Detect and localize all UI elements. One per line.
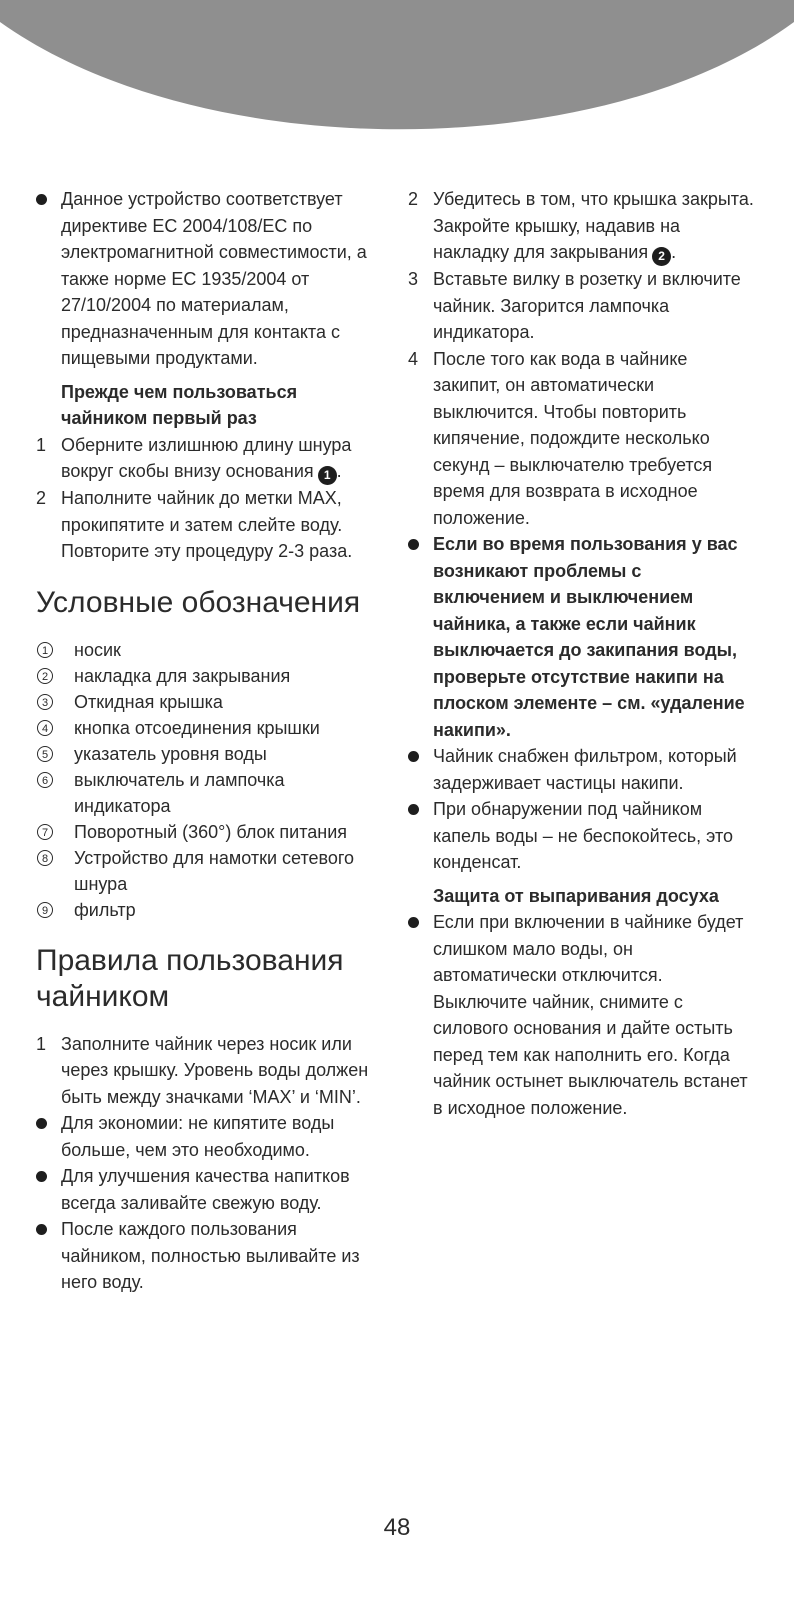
dry-boil-bullet: Если при включении в чайнике будет слишком мало воды, он автоматически отключится. Выключите чайник, снимите с силового основания и дайте остыть перед тем как наполнить его. Когда чайник остынет выключатель встанет в исходное положение. xyxy=(408,909,758,1121)
bullet-icon xyxy=(408,804,419,815)
header-wave-graphic xyxy=(0,0,794,135)
page-number: 48 xyxy=(383,1514,411,1541)
circled-number-icon: 4 xyxy=(37,720,53,736)
usage-step-1: 1 Заполните чайник через носик или через крышку. Уровень воды должен быть между значками ‘MAX’ и ‘MIN’. xyxy=(36,1031,381,1111)
circled-number-icon: 8 xyxy=(37,850,53,866)
step-number: 3 xyxy=(408,269,419,289)
circled-number-icon: 7 xyxy=(37,824,53,840)
callout-badge-icon: 2 xyxy=(652,247,671,266)
symbol-item: 9 фильтр xyxy=(36,897,381,923)
condensation-bullet: При обнаружении под чайником капель воды – не беспокойтесь, это конденсат. xyxy=(408,796,758,876)
usage-bullet: После каждого пользования чайником, полностью выливайте из него воду. xyxy=(36,1216,381,1296)
filter-bullet: Чайник снабжен фильтром, который задерживает частицы накипи. xyxy=(408,743,758,796)
conformity-bullet: Данное устройство соответствует директиве ЕС 2004/108/ЕС по электромагнитной совместимости, а также норме ЕС 1935/2004 от 27/10/2004 по материалам, предназначенным для контакта с пищевыми продуктами. xyxy=(36,186,381,372)
circled-number-icon: 6 xyxy=(37,772,53,788)
symbol-item: 7 Поворотный (360°) блок питания xyxy=(36,819,381,845)
before-first-use-heading: Прежде чем пользоваться чайником первый раз xyxy=(61,381,298,428)
symbol-item: 8 Устройство для намотки сетевого шнура xyxy=(36,845,381,897)
circled-number-icon: 5 xyxy=(37,746,53,762)
bullet-icon xyxy=(36,1171,47,1182)
symbols-title: Условные обозначения xyxy=(36,585,361,619)
bullet-icon xyxy=(408,751,419,762)
first-use-step-1: 1 Оберните излишнюю длину шнура вокруг скобы внизу основания 1 . xyxy=(36,432,381,486)
symbol-item: 6 выключатель и лампочка индикатора xyxy=(36,767,381,819)
step-number: 4 xyxy=(408,348,419,369)
symbol-item: 5 указатель уровня воды xyxy=(36,741,381,767)
usage-step-2: 2 Убедитесь в том, что крышка закрыта. Закройте крышку, надавив на накладку для закрывания 2 . xyxy=(408,186,758,266)
step-number: 2 xyxy=(36,488,47,508)
callout-badge-icon: 1 xyxy=(318,466,337,485)
symbol-item: 3 Откидная крышка xyxy=(36,689,381,715)
step-number: 1 xyxy=(36,1033,47,1054)
circled-number-icon: 2 xyxy=(37,668,53,684)
symbols-list xyxy=(36,637,381,923)
circled-number-icon: 1 xyxy=(37,642,53,658)
usage-title: Правила пользования чайником xyxy=(36,943,344,1013)
first-use-step-2: 2 Наполните чайник до метки MAX, прокипятите и затем слейте воду. Повторите эту процедуру 2-3 раза. xyxy=(36,485,381,565)
usage-step-4: 4 После того как вода в чайнике закипит, он автоматически выключится. Чтобы повторить кипячение, подождите несколько секунд – выключателю требуется время для возврата в исходное положение. xyxy=(408,346,758,532)
right-column xyxy=(408,186,758,1121)
symbol-item: 1 носик xyxy=(36,637,381,663)
dry-boil-heading: Защита от выпаривания досуха xyxy=(433,885,719,906)
circled-number-icon: 3 xyxy=(37,694,53,710)
step-number: 1 xyxy=(36,434,47,455)
circled-number-icon: 9 xyxy=(37,902,53,918)
usage-bullet: Для экономии: не кипятите воды больше, чем это необходимо. xyxy=(36,1110,381,1163)
bullet-icon xyxy=(36,1224,47,1235)
bullet-icon xyxy=(408,539,419,550)
bullet-icon xyxy=(36,194,47,205)
bullet-icon xyxy=(36,1118,47,1129)
symbol-item: 2 накладка для закрывания xyxy=(36,663,381,689)
usage-bullet: Для улучшения качества напитков всегда заливайте свежую воду. xyxy=(36,1163,381,1216)
step-number: 2 xyxy=(408,189,419,209)
symbol-item: 4 кнопка отсоединения крышки xyxy=(36,715,381,741)
bullet-icon xyxy=(408,917,419,928)
usage-step-3: 3 Вставьте вилку в розетку и включите чайник. Загорится лампочка индикатора. xyxy=(408,266,758,346)
left-column xyxy=(36,186,381,1296)
scale-warning-bullet: Если во время пользования у вас возникают проблемы с включением и выключением чайника, а также если чайник выключается до закипания воды, проверьте отсутствие накипи на плоском элементе – см. «удаление накипи». xyxy=(408,531,758,743)
